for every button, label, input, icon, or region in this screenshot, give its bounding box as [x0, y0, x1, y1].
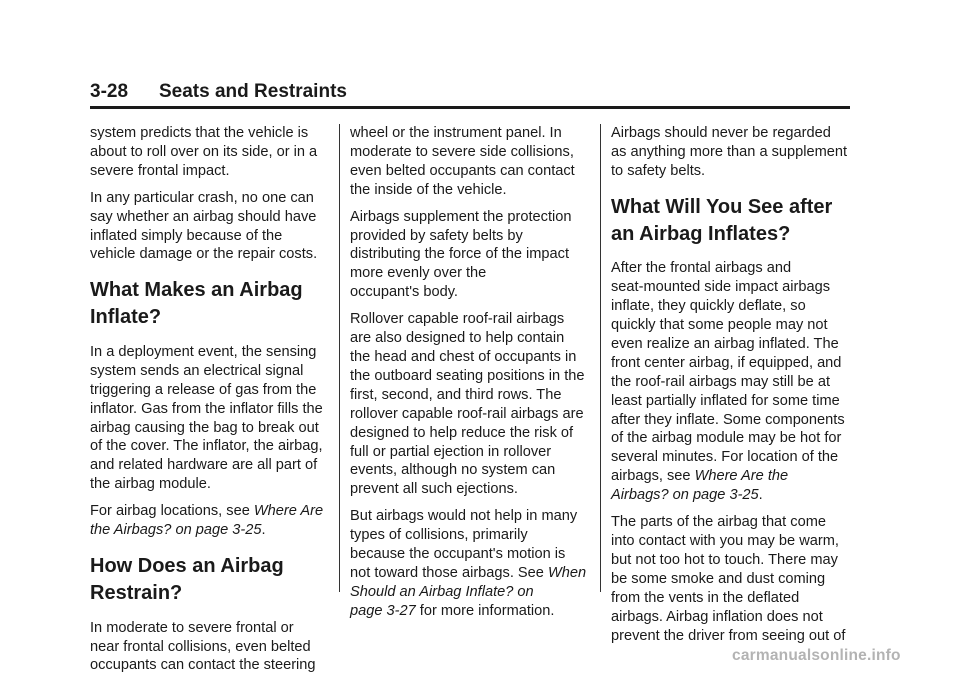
text-line: airbags. Airbag inflation does not [611, 608, 823, 625]
text-line: inflator. Gas from the inflator fills the [90, 400, 323, 417]
text-line: the roof-rail airbags may still be at [611, 373, 830, 390]
text-line: quickly that some people may not [611, 317, 828, 334]
text: airbags, see [611, 468, 695, 485]
text-line: the head and chest of occupants in [350, 348, 577, 365]
text-line: distributing the force of the impact [350, 246, 570, 263]
text: . [261, 522, 266, 539]
text-line: occupant's body. [350, 284, 458, 301]
cross-reference-link[interactable]: the Airbags? on page 3-25 [90, 522, 262, 539]
text-line: even realize an airbag inflated. The [611, 335, 839, 352]
text-line: more evenly over the [350, 265, 487, 282]
text-line: of the airbag module may be hot for [611, 430, 842, 447]
text-line [611, 486, 851, 505]
text-line: triggering a release of gas from the [90, 381, 317, 398]
text-line [90, 502, 330, 521]
text-line: least partially inflated for some time [611, 392, 840, 409]
text-line: In a deployment event, the sensing [90, 343, 317, 360]
text: . [758, 487, 763, 504]
text-line: from the vents in the deflated [611, 589, 800, 606]
text-line: rollover capable roof-rail airbags are [350, 405, 584, 422]
watermark: carmanualsonline.info [732, 647, 901, 664]
text-line: the outboard seating positions in the [350, 367, 585, 384]
text-line [350, 564, 590, 583]
text-line: After the frontal airbags and [611, 260, 792, 277]
paragraph [90, 124, 330, 181]
text-line: wheel or the instrument panel. In [350, 125, 562, 141]
cross-reference-link[interactable]: page 3-27 [350, 602, 416, 619]
text-line: as anything more than a supplement [611, 143, 848, 160]
text-line: be some smoke and dust coming [611, 570, 826, 587]
heading-line: How Does an Airbag [90, 555, 284, 577]
cross-reference-link[interactable]: Where Are [253, 503, 324, 520]
text-line: but not too hot to touch. There may [611, 551, 838, 568]
text-line: because the occupant's motion is [350, 546, 566, 563]
column-divider-2 [600, 124, 601, 592]
section-title: Seats and Restraints [159, 81, 347, 102]
text-line: first, second, and third rows. The [350, 386, 562, 403]
text-line: In any particular crash, no one can [90, 189, 314, 206]
text-line: the inside of the vehicle. [350, 181, 507, 198]
text-line: inflate, they quickly deflate, so [611, 298, 806, 315]
paragraph [350, 208, 590, 303]
text-line: the airbag module. [90, 476, 211, 493]
text-line: provided by safety belts by [350, 227, 523, 244]
paragraph [350, 124, 590, 200]
text-line: In moderate to severe frontal or [90, 619, 294, 636]
page-number: 3-28 [90, 81, 129, 102]
heading-what-will-you-see [611, 194, 851, 248]
text-line: system sends an electrical signal [90, 362, 304, 379]
text-line: full or partial ejection in rollover [350, 443, 552, 460]
text-line: several minutes. For location of the [611, 449, 839, 466]
paragraph [611, 124, 851, 181]
text-line: into contact with you may be warm, [611, 533, 839, 549]
paragraph [350, 507, 590, 620]
paragraph [90, 619, 330, 676]
text-line: Rollover capable roof-rail airbags [350, 311, 565, 328]
text-line: vehicle damage or the repair costs. [90, 246, 318, 263]
text-line: to safety belts. [611, 162, 706, 179]
text-line: seat-mounted side impact airbags [611, 279, 831, 296]
text-line: system predicts that the vehicle is [90, 125, 309, 141]
cross-reference-link[interactable]: Airbags? on page 3-25 [611, 487, 759, 504]
text-line: are also designed to help contain [350, 330, 565, 347]
paragraph [90, 502, 330, 540]
text-line: say whether an airbag should have [90, 208, 317, 225]
column-divider-1 [339, 124, 340, 592]
text-line: airbag causing the bag to break out [90, 419, 319, 436]
text-line: about to roll over on its side, or in a [90, 143, 318, 160]
heading-what-makes-airbag-inflate [90, 277, 330, 331]
text-line: events, although no system can [350, 462, 556, 479]
text-line: Airbags should never be regarded [611, 125, 831, 141]
text-line: front center airbag, if equipped, and [611, 354, 842, 371]
cross-reference-link[interactable]: When [547, 564, 587, 581]
column-1 [90, 124, 330, 683]
text-line: of the cover. The inflator, the airbag, [90, 438, 323, 455]
text-line [350, 602, 590, 621]
text-line: Airbags supplement the protection [350, 208, 572, 225]
cross-reference-link[interactable]: Should an Airbag Inflate? on [350, 583, 534, 600]
column-2 [350, 124, 590, 629]
text-line: severe frontal impact. [90, 162, 230, 179]
text-line: designed to help reduce the risk of [350, 424, 574, 441]
paragraph [90, 343, 330, 494]
paragraph [611, 259, 851, 505]
text-line: occupants can contact the steering [90, 657, 316, 674]
text-line: But airbags would not help in many [350, 508, 578, 525]
column-3 [611, 124, 851, 653]
text-line: even belted occupants can contact [350, 162, 575, 179]
cross-reference-link[interactable]: Where Are the [694, 468, 789, 485]
heading-how-does-airbag-restrain [90, 553, 330, 607]
text-line [90, 521, 330, 540]
text: For airbag locations, see [90, 503, 254, 520]
text-line: inflated simply because of the [90, 227, 283, 244]
text-line: prevent all such ejections. [350, 481, 518, 498]
paragraph [350, 310, 590, 499]
text-line: types of collisions, primarily [350, 527, 528, 544]
text-line: near frontal collisions, even belted [90, 638, 311, 655]
text-line: The parts of the airbag that come [611, 514, 826, 531]
text-line: and related hardware are all part of [90, 457, 318, 474]
text-line: moderate to severe side collisions, [350, 143, 574, 160]
heading-line: Inflate? [90, 306, 162, 329]
page-header [90, 80, 850, 109]
heading-line: What Will You See after [611, 195, 833, 218]
text: for more information. [415, 602, 555, 619]
heading-line: Restrain? [90, 581, 183, 604]
heading-line: an Airbag Inflates? [611, 222, 791, 245]
heading-line: What Makes an Airbag [90, 279, 303, 302]
text-line [611, 467, 851, 486]
paragraph [611, 513, 851, 645]
text-line: prevent the driver from seeing out of [611, 627, 846, 644]
paragraph [90, 189, 330, 265]
text: not toward those airbags. See [350, 564, 548, 581]
text-line: after they inflate. Some components [611, 411, 845, 428]
